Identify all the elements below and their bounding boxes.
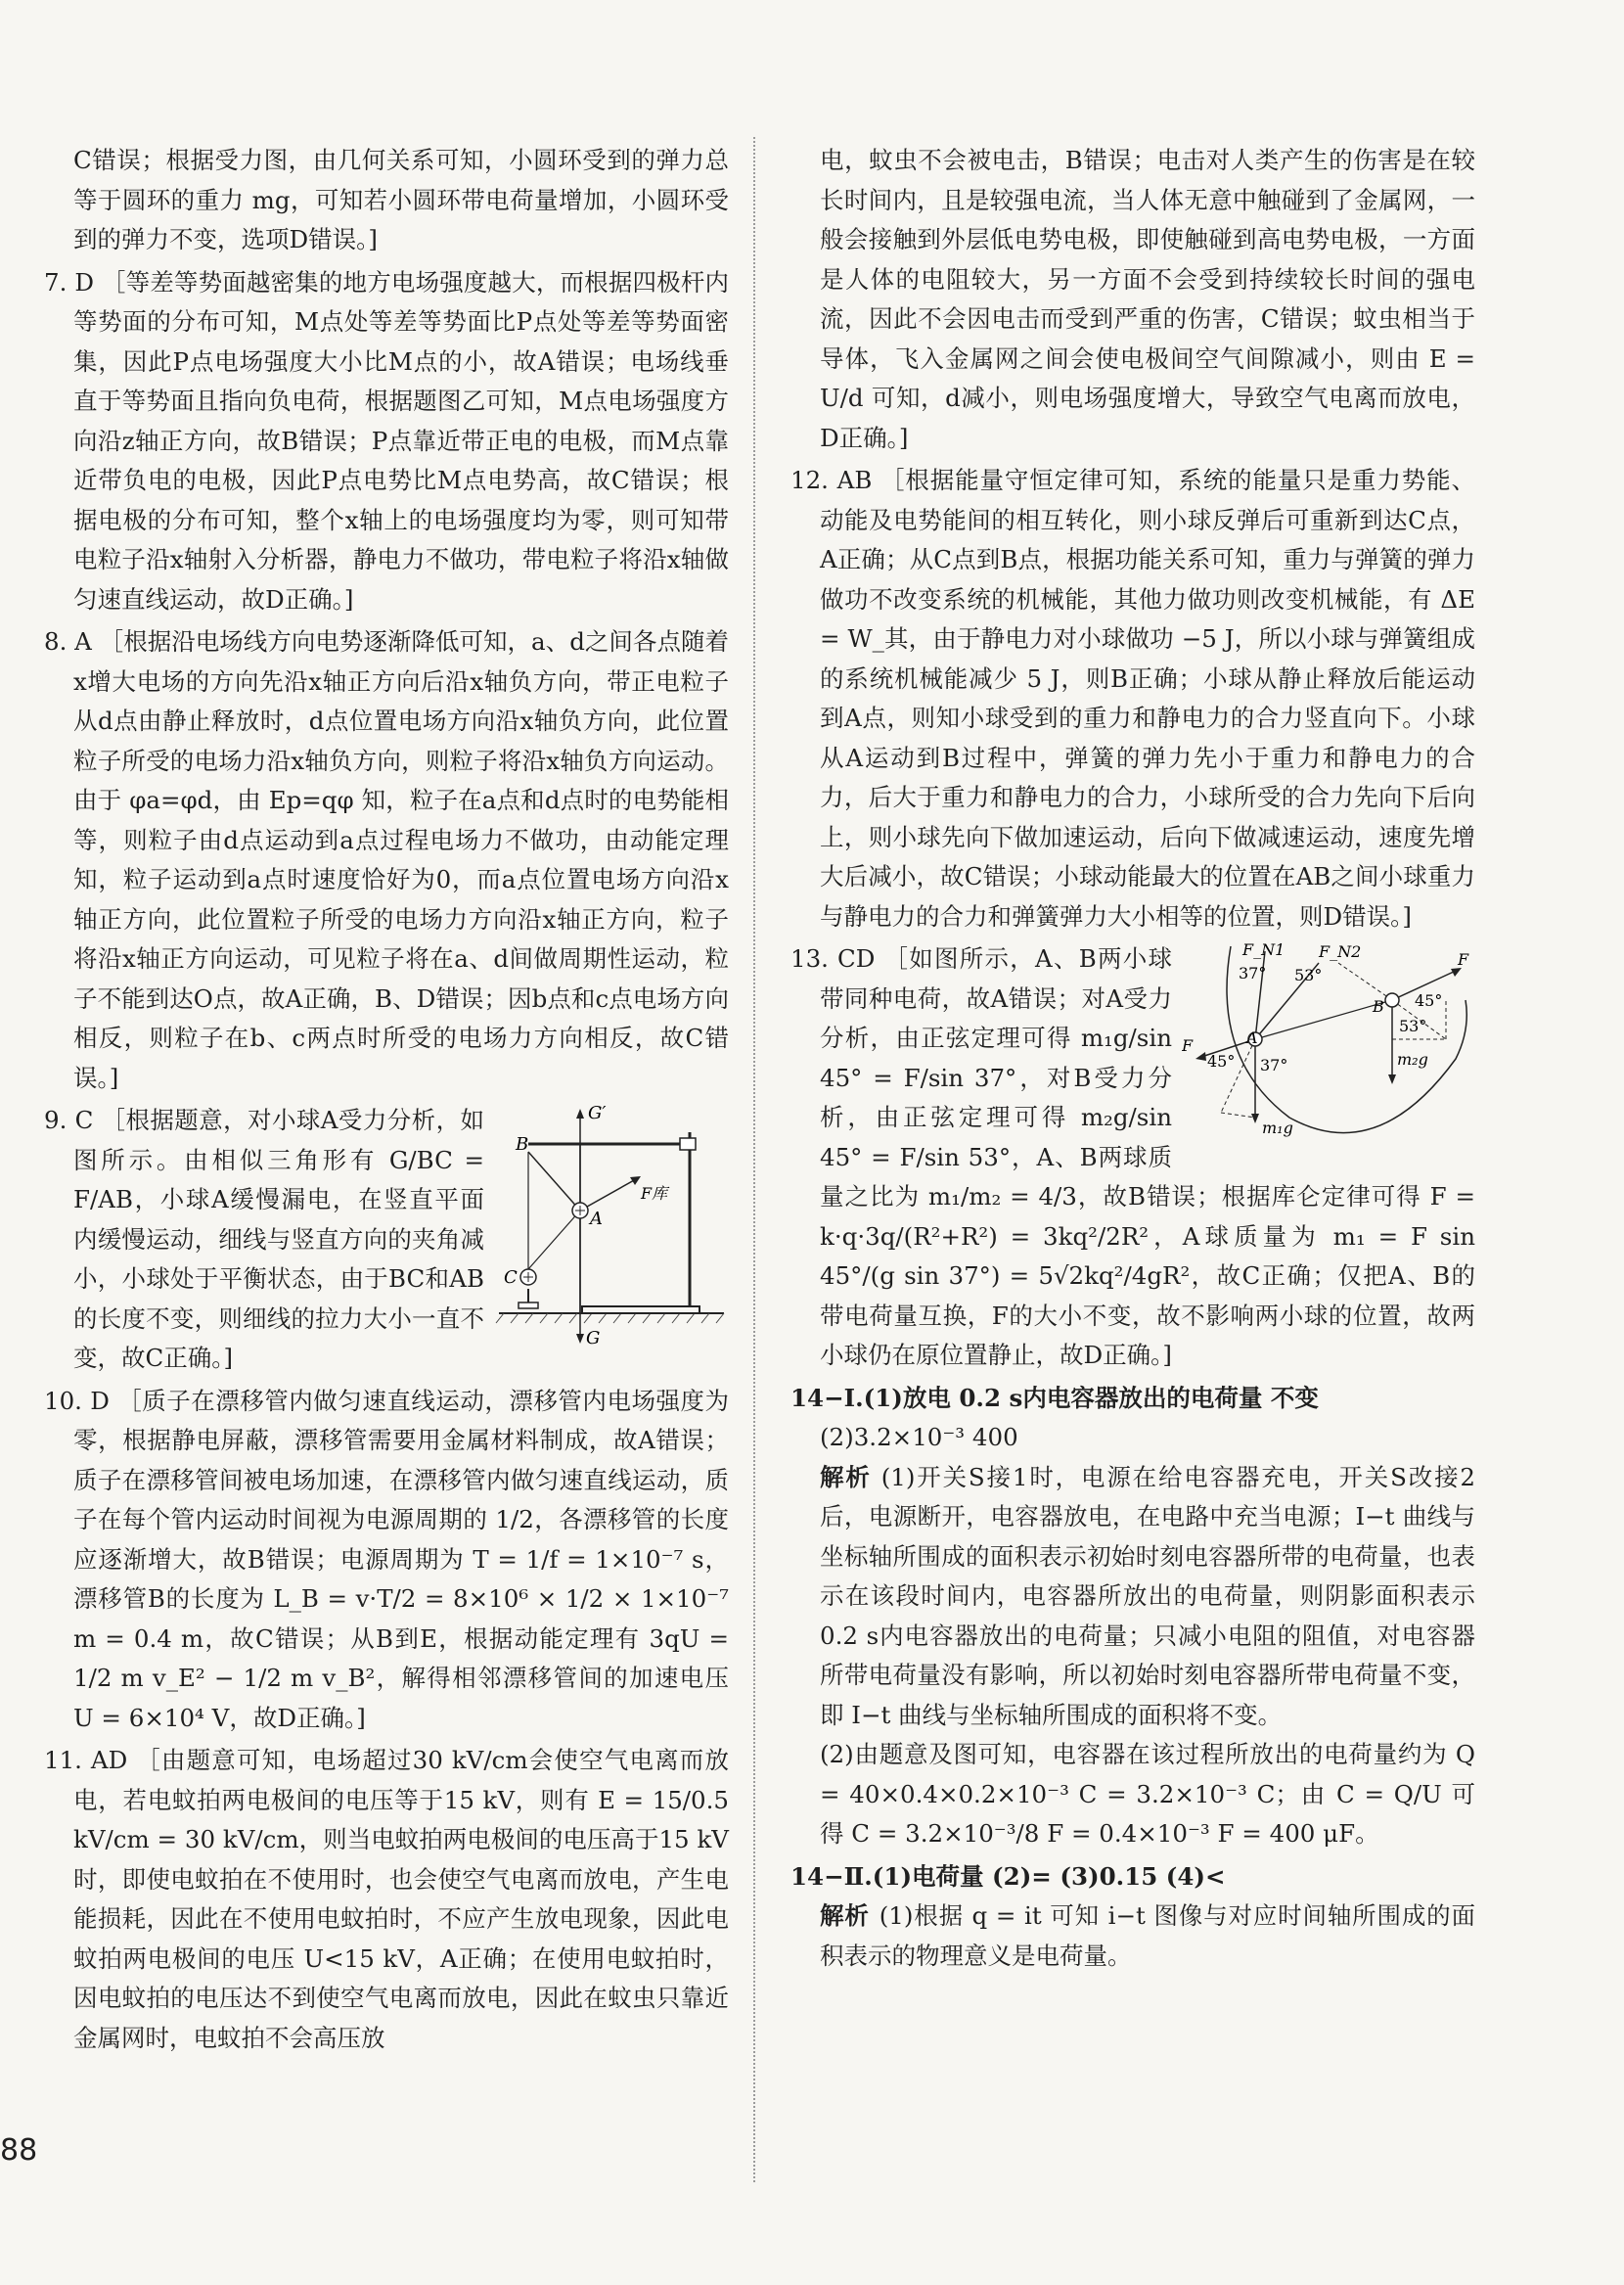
label-B: B [516,1134,529,1155]
label-G-prime: G′ [588,1103,607,1123]
answer-6-continued: C错误；根据受力图，由几何关系可知，小圆环受到的弹力总等于圆环的重力 mg，可知若小圆环带电荷量增加，小圆环受到的弹力不变，选项D错误。] [73,146,729,253]
label-FN2: F_N2 [1319,942,1362,961]
figure-13-force-diagram [1182,941,1475,1147]
answer-14-II: 14−Ⅱ.(1)电荷量 (2)= (3)0.15 (4)< 解析 (1)根据 q = it 可知 i−t 图像与对应时间轴所围成的面积表示的物理意义是电荷量。 [790,1861,1475,1970]
analysis-label: 解析 [820,1462,872,1491]
column-divider [753,137,755,2182]
answer-9: G′ B A C F库 G 9. C ［根据题意，对小球A受力分析，如图所示。由相似三角形有 G/BC = F/AB，小球A缓慢漏电，在竖直平面内缓慢运动，细线与竖直方向的夹角减小，小球处于平衡状态，由于BC和AB的长度不变，则细线的拉力大小一直不变，故C正确。] [44,1101,729,1379]
label-B-ball: B [1373,997,1384,1016]
label-A: A [590,1209,603,1229]
angle-37-top: 37° [1239,964,1267,983]
label-G: G [586,1328,601,1348]
answer-14-I: 14−Ⅰ.(1)放电 0.2 s内电容器放出的电荷量 不变 (2)3.2×10⁻³ 400 解析 (1)开关S接1时，电源在给电容器充电，开关S改接2后，电源断开，电容器放电，在电路中充当电源；I−t 曲线与坐标轴所围成的面积表示初始时刻电容器所带的电荷量，也表示在该段时间内，电容器所放出的电荷量，则阴影面积表示0.2 s内电容器放出的电荷量；只减小电阻的阻值，对电容器所带电荷量没有影响，所以初始时刻电容器所带电荷量不变，即 I−t 曲线与坐标轴所围成的面积将不变。 (2)由题意及图可知，电容器在该过程所放出的电荷量约为 Q = 40×0.4×0.2×10⁻³ C = 3.2×10⁻³ C；由 C = Q/U 可得 C = 3.2×10⁻³/8 F = 0.4×10⁻³ F = 400 μF。 [790,1383,1475,1848]
angle-45-right: 45° [1415,991,1443,1010]
label-FN1: F_N1 [1242,941,1286,959]
angle-53-right: 53° [1399,1017,1427,1035]
label-m2g: m₂g [1397,1050,1428,1069]
answer-11-continued: 电，蚊虫不会被电击，B错误；电击对人类产生的伤害是在较长时间内，且是较强电流，当人体无意中触碰到了金属网，一般会接触到外层低电势电极，即使触碰到高电势电极，一方面是人体的电阻较大，另一方面不会受到持续较长时间的强电流，因此不会因电击而受到严重的伤害，C错误；蚊虫相当于导体，飞入金属网之间会使电极间空气间隙减小，则由 E = U/d 可知，d减小，则电场强度增大，导致空气电离而放电，D正确。] [820,146,1475,452]
label-F-right: F [1458,950,1469,969]
angle-37-left: 37° [1260,1056,1288,1074]
answer-10: 10. D ［质子在漂移管内做匀速直线运动，漂移管内电场强度为零，根据静电屏蔽，漂移管需要用金属材料制成，故A错误；质子在漂移管间被电场加速，在漂移管内做匀速直线运动，质子在每个管内运动时间视为电源周期的 1/2，各漂移管的长度应逐渐增大，故B错误；电源周期为 T = 1/f = 1×10⁻⁷ s，漂移管B的长度为 L_B = v·T/2 = 8×10⁶ × 1/2 × 1×10⁻⁷ m = 0.4 m，故C错误；从B到E，根据动能定理有 3qU = 1/2 m v_E² − 1/2 m v_B²，解得相邻漂移管间的加速电压 U = 6×10⁴ V，故D正确。] [44,1386,729,1732]
figure-9-force-diagram [494,1103,729,1348]
right-column [790,141,1475,1979]
angle-45-left: 45° [1207,1052,1236,1071]
label-m1g: m₁g [1262,1119,1293,1137]
answer-12: 12. AB ［根据能量守恒定律可知，系统的能量只是重力势能、动能及电势能间的相互转化，则小球反弹后可重新到达C点，A正确；从C点到B点，根据功能关系可知，重力与弹簧的弹力做功不改变系统的机械能，其他力做功则改变机械能，有 ΔE = W_其，由于静电力对小球做功 −5 J，所以小球与弹簧组成的系统机械能减少 5 J，则B正确；小球从静止释放后能运动到A点，则知小球受到的重力和静电力的合力竖直向下。小球从A运动到B过程中，弹簧的弹力先小于重力和静电力的合力，后大于重力和静电力的合力，小球所受的合力先向下后向上，则小球先向下做加速运动，后向下做减速运动，速度先增大后减小，故C错误；小球动能最大的位置在AB之间小球重力与静电力的合力和弹簧弹力大小相等的位置，则D错误。] [790,466,1475,931]
label-F-ku: F库 [641,1184,668,1203]
label-F-left: F [1182,1036,1194,1055]
answer-13: F_N1 F_N2 37° 53° F 45° 37° A B F 45° 53° m₂g m₁g 13. CD ［如图所示，A、B两小球带同种电荷，故A错误；对A受力分析，由正弦定理可得 m₁g/sin 45° = F/sin 37°，对B受力分析，由正弦定理可得 m₂g/sin 45° = F/sin 53°，A、B两球质量之比为 m₁/m₂ = 4/3，故B错误；根据库仑定律可得 F = k·q·3q/(R²+R²) = 3kq²/2R²，A球质量为 m₁ = F sin 45°/(g sin 37°) = 5√2kq²/4gR²，故C正确；仅把A、B的带电荷量互换，F的大小不变，故不影响两小球的位置，故两小球仍在原位置静止，故D正确。] [790,941,1475,1369]
label-A-ball: A [1246,1028,1258,1047]
answer-7: 7. D ［等差等势面越密集的地方电场强度越大，而根据四极杆内等势面的分布可知，M点处等差等势面比P点处等差等势面密集，因此P点电场强度大小比M点的小，故A错误；电场线垂直于等势面且指向负电荷，根据题图乙可知，M点电场强度方向沿z轴正方向，故B错误；P点靠近带正电的电极，而M点靠近带负电的电极，因此P点电势比M点电势高，故C错误；根据电极的分布可知，整个x轴上的电场强度均为零，则可知带电粒子沿x轴射入分析器，静电力不做功，带电粒子将沿x轴做匀速直线运动，故D正确。] [44,267,729,614]
left-column [44,141,729,2061]
answer-8: 8. A ［根据沿电场线方向电势逐渐降低可知，a、d之间各点随着x增大电场的方向先沿x轴正方向后沿x轴负方向，带正电粒子从d点由静止释放时，d点位置电场方向沿x轴负方向，此位置粒子所受的电场力沿x轴负方向，则粒子将沿x轴负方向运动。由于 φa=φd，由 Ep=qφ 知，粒子在a点和d点时的电势能相等，则粒子由d点运动到a点过程电场力不做功，由动能定理知，粒子运动到a点时速度恰好为0，而a点位置电场方向沿x轴正方向，此位置粒子所受的电场力方向沿x轴正方向，粒子将沿x轴正方向运动，可见粒子将在a、d间做周期性运动，粒子不能到达O点，故A正确，B、D错误；因b点和c点电场方向相反，则粒子在b、c两点时所受的电场力方向相反，故C错误。] [44,627,729,1092]
answer-11: 11. AD ［由题意可知，电场超过30 kV/cm会使空气电离而放电，若电蚊拍两电极间的电压等于15 kV，则有 E = 15/0.5 kV/cm = 30 kV/cm，则当电蚊拍两电极间的电压高于15 kV时，即使电蚊拍在不使用时，也会使空气电离而放电，产生电能损耗，因此在不使用电蚊拍时，不应产生放电现象，因此电蚊拍两电极间的电压 U<15 kV，A正确；在使用电蚊拍时，因电蚊拍的电压达不到使空气电离而放电，因此在蚊虫只靠近金属网时，电蚊拍不会高压放 [44,1746,729,2052]
label-C: C [504,1267,518,1288]
analysis-label: 解析 [820,1901,870,1930]
angle-53-top: 53° [1294,966,1323,984]
page-number: 88 [0,2133,38,2168]
